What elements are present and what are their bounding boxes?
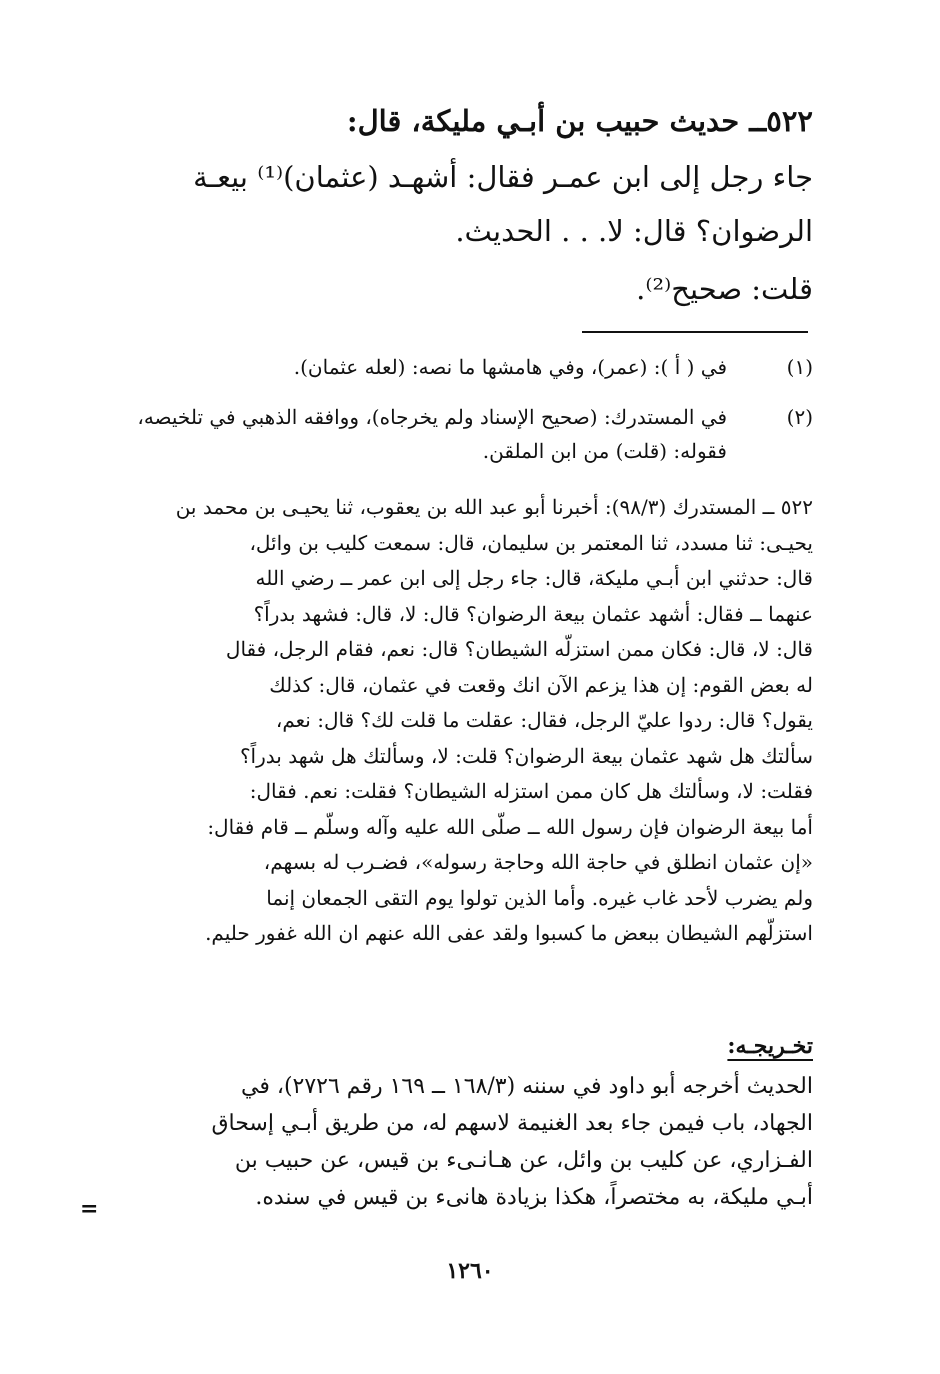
source-line: استزلّهم الشيطان ببعض ما كسبوا ولقد عفى الله عنهم ان الله غفور حليم. [205, 921, 813, 945]
hadith-verdict: قلت: صحيح⁽²⁾. [636, 272, 813, 306]
hadith-line: جاء رجل إلى ابن عمـر فقال: أشهـد (عثمان)⁽¹⁾ بيعـة [193, 160, 813, 194]
continuation-mark: = [80, 1196, 99, 1222]
footnote-line: في المستدرك: (صحيح الإسناد ولم يخرجاه)، ووافقه الذهبي في تلخيصه، [137, 405, 727, 429]
source-line: يحيـى: ثنا مسدد، ثنا المعتمر بن سليمان، قال: سمعت كليب بن وائل، [249, 530, 813, 555]
extraction-line: الفـزاري، عن كليب بن وائل، عن هـانـىء بن قيس، عن حبيب بن [234, 1148, 813, 1173]
source-text-block [108, 490, 813, 952]
source-line: «إن عثمان انطلق في حاجة الله وحاجة رسوله»، فضـرب له بسهم، [263, 850, 813, 874]
source-line: قال: لا، قال: فكان ممن استزلّه الشيطان؟ قال: نعم، فقام الرجل، فقال [225, 637, 813, 661]
source-line: قال: حدثني ابن أبـي مليكة، قال: جاء رجل إلى ابن عمر ــ رضي الله [255, 566, 813, 590]
footnote-number: (١) [786, 355, 813, 379]
source-line: سألتك هل شهد عثمان بيعة الرضوان؟ قلت: لا، وسألتك هل شهد بدراً؟ [239, 743, 813, 768]
extraction-line: الجهاد، باب فيمن جاء بعد الغنيمة لاسهم له، من طريق أبـي إسحاق [211, 1111, 813, 1136]
extraction-line: الحديث أخرجه أبو داود في سننه (١٦٨/٣ ــ ١٦٩ رقم ٢٧٢٦)، في [241, 1074, 813, 1099]
hadith-block [108, 92, 813, 318]
source-line: ولم يضرب لأحد غاب غيره. وأما الذين تولوا يوم التقى الجمعان إنما [266, 885, 813, 910]
hadith-text [108, 150, 813, 258]
source-line: ٥٢٢ ــ المستدرك (٩٨/٣): أخبرنا أبو عبد الله بن يعقوب، ثنا يحيـى بن محمد بن [175, 495, 813, 519]
footnote-separator [582, 331, 808, 333]
footnote [108, 400, 813, 468]
extraction-block [108, 1068, 813, 1216]
source-line: أما بيعة الرضوان فإن رسول الله ــ صلّى الله عليه وآله وسلّم ــ قام فقال: [207, 814, 813, 839]
footnote-line: في ( أ ): (عمر)، وفي هامشها ما نصه: (لعله عثمان). [293, 355, 727, 379]
source-line: فقلت: لا، وسألتك هل كان ممن استزله الشيطان؟ فقلت: نعم. فقال: [249, 779, 813, 803]
source-line: يقول؟ قال: ردوا عليّ الرجل، فقال: عقلت ما قلت لك؟ قال: نعم، [275, 708, 813, 732]
source-line: عنهما ــ فقال: أشهد عثمان بيعة الرضوان؟ قال: لا، قال: فشهد بدراً؟ [253, 601, 813, 626]
hadith-heading: ٥٢٢ــ حديث حبيب بن أبـي مليكة، قال: [346, 104, 813, 138]
hadith-line: الرضوان؟ قال: لا. . . الحديث. [455, 214, 813, 248]
footnote [108, 350, 813, 384]
extraction-line: أبـي مليكة، به مختصراً، هكذا بزيادة هانىء بن قيس في سنده. [255, 1185, 813, 1210]
footnote-number: (٢) [786, 405, 813, 429]
source-line: له بعض القوم: إن هذا يزعم الآن انك وقعت في عثمان، قال: كذلك [269, 672, 813, 697]
page-number: ١٢٦٠ [446, 1258, 494, 1284]
footnote-line: فقوله: (قلت) من ابن الملقن. [482, 439, 727, 463]
section-heading: تخـريجـه: [727, 1033, 813, 1059]
